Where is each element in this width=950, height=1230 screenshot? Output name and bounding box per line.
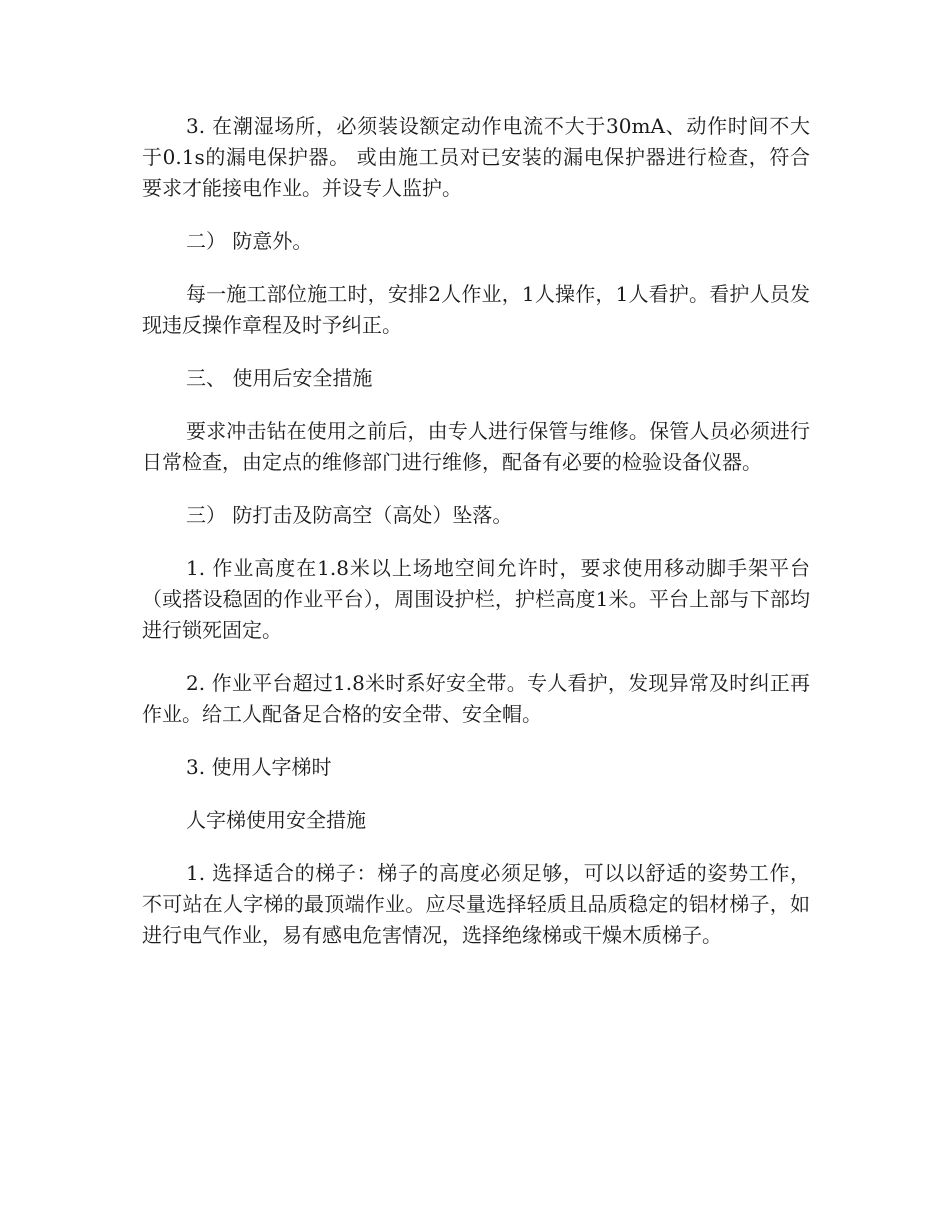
paragraph-wet-location-leakage-protector: 3. 在潮湿场所，必须装设额定动作电流不大于30mA、动作时间不大于0.1s的漏电保护器。 或由施工员对已安装的漏电保护器进行检查，符合要求才能接电作业。并设专人监护。: [142, 114, 810, 200]
paragraph-maintenance: 要求冲击钻在使用之前后，由专人进行保管与维修。保管人员必须进行日常检查，由定点的维修部门进行维修，配备有必要的检验设备仪器。: [142, 419, 810, 474]
paragraph-choose-ladder: 1. 选择适合的梯子：梯子的高度必须足够，可以以舒适的姿势工作，不可站在人字梯的最顶端作业。应尽量选择轻质且品质稳定的铝材梯子，如进行电气作业，易有感电危害情况，选择绝缘梯或干燥木质梯子。: [142, 861, 810, 947]
heading-ladder-safety: 人字梯使用安全措施: [186, 808, 366, 832]
paragraph-platform-height: 1. 作业高度在1.8米以上场地空间允许时，要求使用移动脚手架平台（或搭设稳固的作业平台），周围设护栏，护栏高度1米。平台上部与下部均进行锁死固定。: [142, 556, 810, 642]
heading-after-use-safety: 三、 使用后安全措施: [186, 366, 373, 390]
document-page: [142, 111, 810, 973]
heading-fall-protection: 三） 防打击及防高空（高处）坠落。: [186, 503, 513, 527]
heading-ladder-use: 3. 使用人字梯时: [186, 755, 332, 779]
paragraph-staffing: 每一施工部位施工时，安排2人作业，1人操作，1人看护。看护人员发现违反操作章程及时予纠正。: [142, 282, 810, 337]
heading-prevent-accidents: 二） 防意外。: [186, 229, 313, 253]
paragraph-safety-belt: 2. 作业平台超过1.8米时系好安全带。专人看护，发现异常及时纠正再作业。给工人配备足合格的安全带、安全帽。: [142, 671, 810, 726]
